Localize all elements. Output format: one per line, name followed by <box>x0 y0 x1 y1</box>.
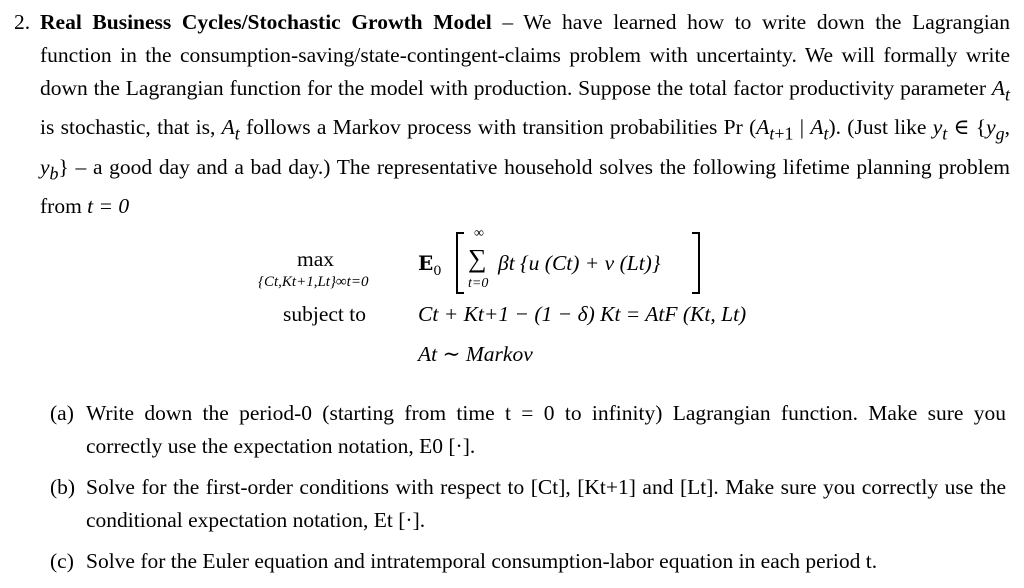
optimization-problem <box>0 220 1024 380</box>
markov-constraint: At ∼ Markov <box>418 342 533 366</box>
right-bracket <box>692 232 700 294</box>
sub-question-text: Write down the period-0 (starting from time t = 0 to infinity) Lagrangian function. Make sure you correctly use the expectation notation, E0 [·]. <box>86 401 1006 458</box>
sub-question-c <box>50 545 1006 578</box>
problem-text: Real Business Cycles/Stochastic Growth Model – We have learned how to write down the Lagrangian function in the consumption-saving/state-contingent-claims problem with uncertainty. We will formally write down the Lagrangian function for the model with production. Suppose the total factor productivity parameter $A_t$ is stochastic, that is, $A_t$ follows a Markov process with transition probabilities Pr ($A_{t+1}$ | $A_t$). (Just like $y_t$ ∈ {$y_g$, $y_b$} – a good day and a bad day.) The representative household solves the following lifetime planning problem from t = 0 <box>40 10 1010 218</box>
left-bracket <box>456 232 464 294</box>
sub-question-label: (b) <box>50 475 76 499</box>
sub-question-label: (c) <box>50 549 74 573</box>
problem-paragraph <box>14 6 1010 223</box>
sub-question-a <box>50 397 1006 463</box>
subject-to-label: subject to <box>283 302 366 326</box>
expectation-operator: $E_0$ <box>418 251 442 279</box>
sum-lower-limit: t=0 <box>468 276 489 291</box>
problem-number: 2. <box>14 10 31 34</box>
objective-summand: βt {u (Ct) + v (Lt)} <box>498 251 661 275</box>
sub-question-text: Solve for the first-order conditions with respect to [Ct], [Kt+1] and [Lt]. Make sure you correctly use the conditional expectation notation, Et [·]. <box>86 475 1006 532</box>
sub-question-b <box>50 471 1006 537</box>
sub-question-list <box>50 397 1006 586</box>
sum-symbol: ∑ <box>468 244 487 273</box>
max-operator: max <box>297 247 335 271</box>
resource-constraint: Ct + Kt+1 − (1 − δ) Kt = AtF (Kt, Lt) <box>418 302 747 326</box>
max-choice-variables: {Ct,Kt+1,Lt}∞t=0 <box>258 274 369 290</box>
problem-title: Real Business Cycles/Stochastic Growth Model <box>40 10 492 34</box>
sub-question-label: (a) <box>50 401 74 425</box>
sum-upper-limit: ∞ <box>474 226 484 241</box>
sub-question-text: Solve for the Euler equation and intratemporal consumption-labor equation in each period t. <box>86 549 878 573</box>
